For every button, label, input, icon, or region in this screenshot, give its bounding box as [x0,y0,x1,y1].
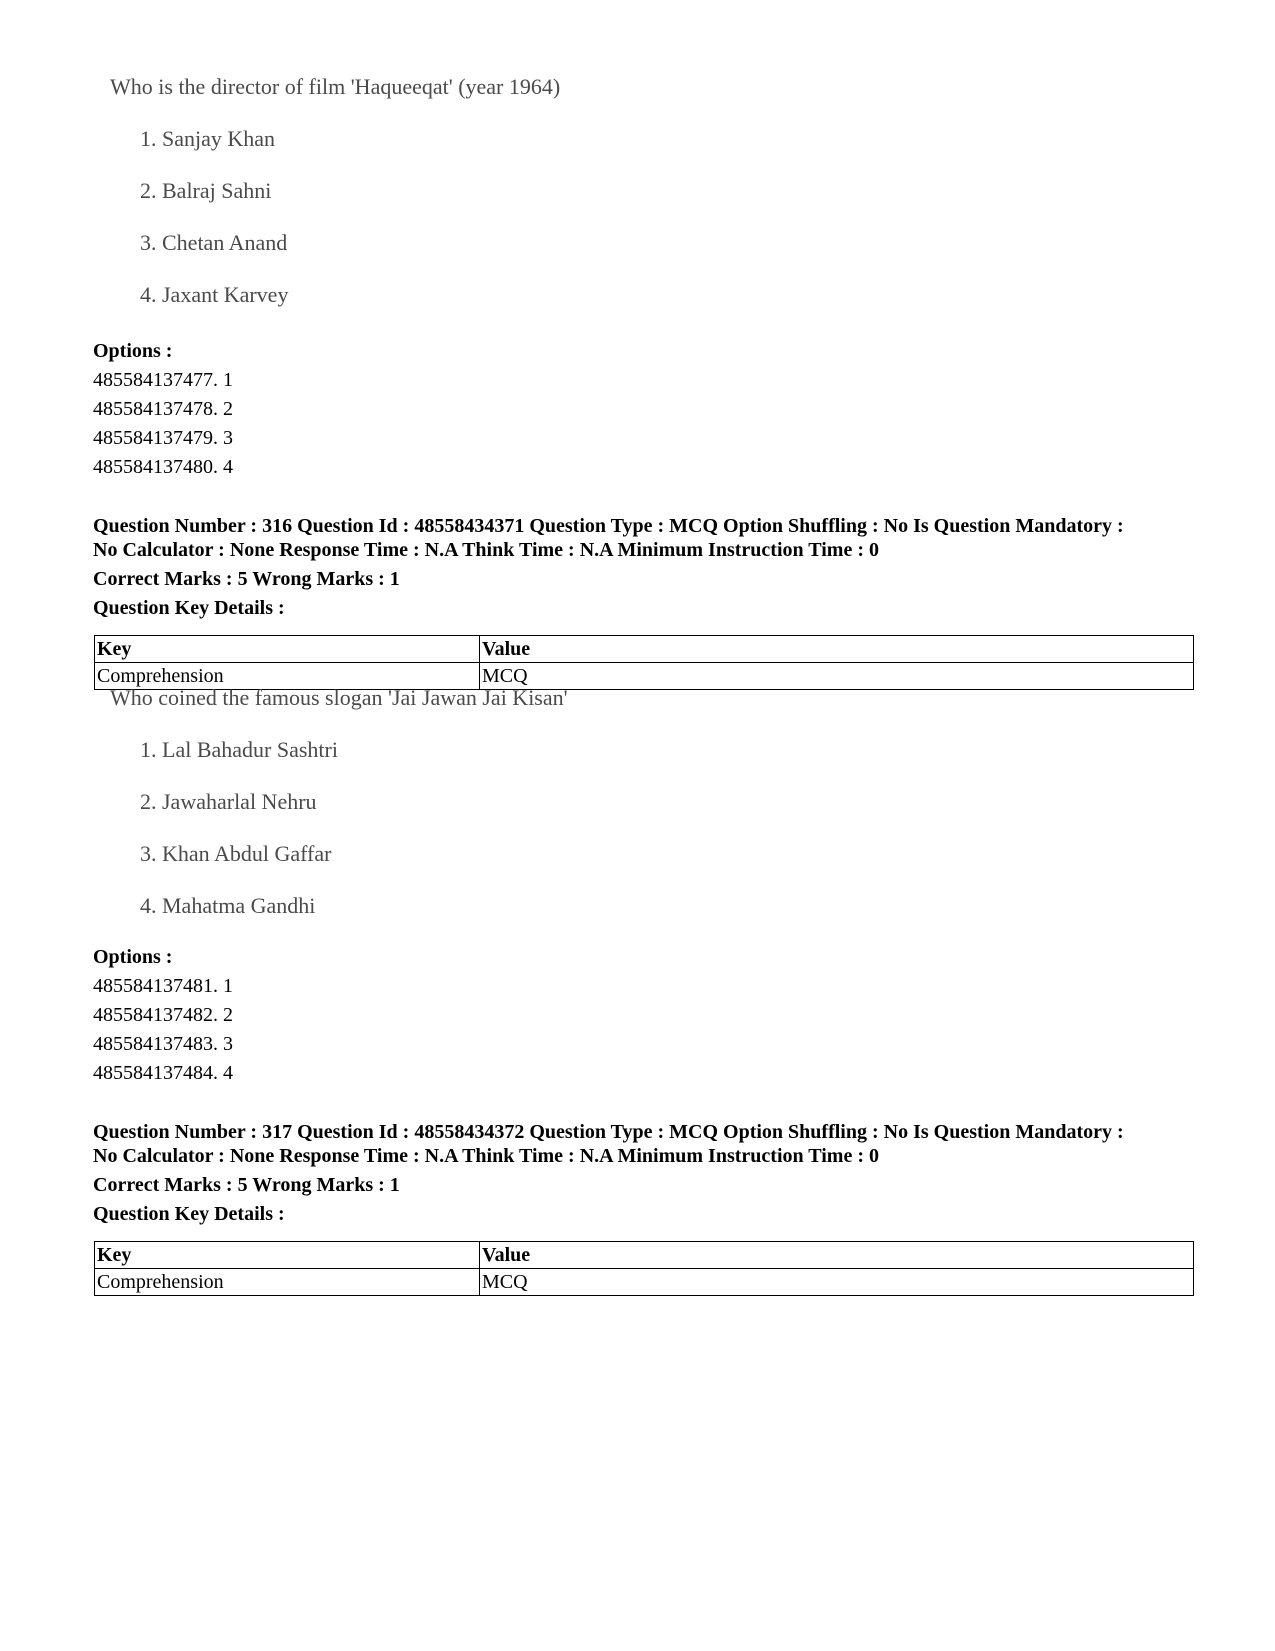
table-header-row [95,636,1194,663]
options-block-b [93,943,233,1088]
option-id-4: 485584137484. 4 [93,1062,233,1084]
option-id-4: 485584137480. 4 [93,456,233,478]
meta-line-1: Question Number : 317 Question Id : 48558434372 Question Type : MCQ Option Shuffling : No Is Question Mandatory : [93,1121,1124,1143]
meta-line-2: No Calculator : None Response Time : N.A Think Time : N.A Minimum Instruction Time : 0 [93,1145,879,1167]
option-id-2: 485584137478. 2 [93,398,233,420]
question-meta-317 [93,1120,1193,1226]
key-details-table-316 [94,635,1194,690]
key-header: Key [95,1242,480,1269]
value-header: Value [480,1242,1194,1269]
key-cell: Comprehension [95,1269,480,1296]
value-cell: MCQ [480,663,1194,690]
choice-1: 1. Lal Bahadur Sashtri [140,737,338,762]
question-meta-316 [93,514,1193,620]
options-block-a [93,337,233,482]
choice-4: 4. Mahatma Gandhi [140,893,316,918]
option-id-2: 485584137482. 2 [93,1004,233,1026]
option-id-1: 485584137477. 1 [93,369,233,391]
option-id-3: 485584137479. 3 [93,427,233,449]
choice-3: 3. Chetan Anand [140,230,288,255]
meta-line-2: No Calculator : None Response Time : N.A Think Time : N.A Minimum Instruction Time : 0 [93,539,879,561]
value-header: Value [480,636,1194,663]
table-row [95,1269,1194,1296]
options-label: Options : [93,340,173,362]
option-id-3: 485584137483. 3 [93,1033,233,1055]
choice-2: 2. Balraj Sahni [140,178,272,203]
key-details-label: Question Key Details : [93,597,285,619]
question-text: Who coined the famous slogan 'Jai Jawan Jai Kisan' [110,685,568,710]
option-id-1: 485584137481. 1 [93,975,233,997]
value-cell: MCQ [480,1269,1194,1296]
marks-line: Correct Marks : 5 Wrong Marks : 1 [93,1174,400,1196]
choice-3: 3. Khan Abdul Gaffar [140,841,332,866]
key-cell: Comprehension [95,663,480,690]
key-details-table-317 [94,1241,1194,1296]
marks-line: Correct Marks : 5 Wrong Marks : 1 [93,568,400,590]
options-label: Options : [93,946,173,968]
choice-2: 2. Jawaharlal Nehru [140,789,317,814]
choice-1: 1. Sanjay Khan [140,126,276,151]
choice-4: 4. Jaxant Karvey [140,282,289,307]
question-text: Who is the director of film 'Haqueeqat' (year 1964) [110,74,561,99]
key-details-label: Question Key Details : [93,1203,285,1225]
key-header: Key [95,636,480,663]
meta-line-1: Question Number : 316 Question Id : 48558434371 Question Type : MCQ Option Shuffling : No Is Question Mandatory : [93,515,1124,537]
table-header-row [95,1242,1194,1269]
